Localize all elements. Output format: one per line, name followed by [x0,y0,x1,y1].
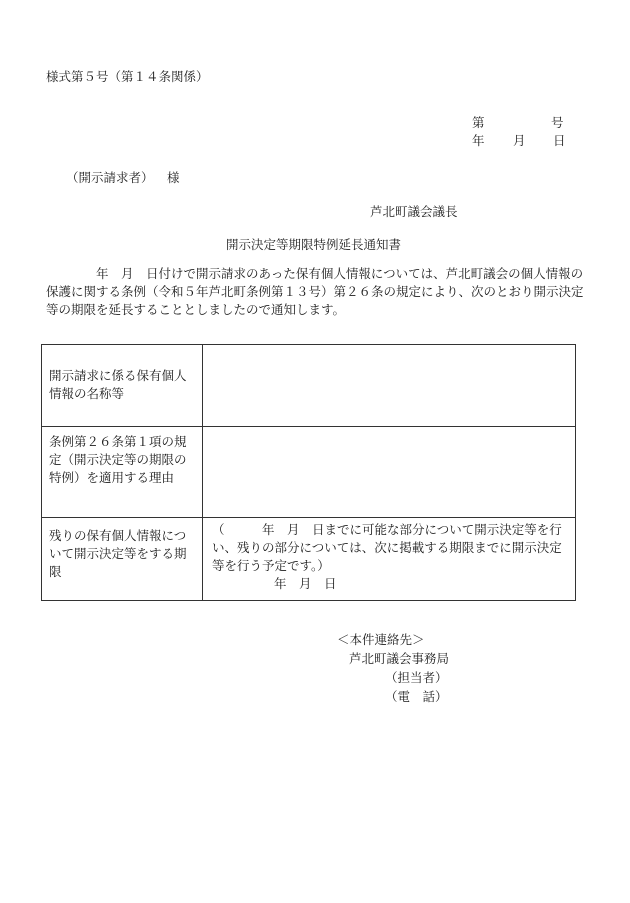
contact-office: 芦北町議会事務局 [349,651,450,666]
body-text: 年 月 日付けで開示請求のあった保有個人情報については、芦北町議会の個人情報の保護に関する条例（令和５年芦北町条例第１３号）第２６条の規定により、次のとおり開示決定等の期限を延長することとしましたので通知します。 [46,266,584,317]
contact-heading: ＜本件連絡先＞ [337,632,425,647]
deadline-date: 年 月 日 [274,576,337,591]
addressee-honorific: 様 [167,170,180,185]
table-row [42,427,576,518]
date-day: 日 [553,133,566,148]
row-label: 残りの保有個人情報について開示決定等をする期限 [49,528,187,579]
sender-name: 芦北町議会議長 [370,204,458,219]
row-label-cell [42,345,203,427]
row-label: 開示請求に係る保有個人情報の名称等 [49,368,187,401]
reference-number-suffix: 号 [551,115,564,130]
addressee-name: （開示請求者） [66,170,154,185]
info-table [41,344,576,601]
row-value: （ 年 月 日までに可能な部分について開示決定等を行い、残りの部分については、次に掲載する期限までに開示決定等を行う予定です。） [212,522,562,573]
body-paragraph [46,265,586,319]
row-label-cell [42,427,203,518]
contact-phone: （電 話） [385,689,448,704]
form-number: 様式第５号（第１４条関係） [46,69,209,84]
reference-number-prefix: 第 [472,115,485,130]
row-value-cell [203,345,576,427]
row-label-cell [42,518,203,601]
table-row [42,518,576,601]
table-row [42,345,576,427]
row-value-cell [203,518,576,601]
row-value-cell [203,427,576,518]
contact-person: （担当者） [385,670,448,685]
date-year: 年 [472,133,485,148]
date-month: 月 [513,133,526,148]
row-label: 条例第２６条第１項の規定（開示決定等の期限の特例）を適用する理由 [49,434,187,485]
document-title: 開示決定等期限特例延長通知書 [226,237,402,252]
